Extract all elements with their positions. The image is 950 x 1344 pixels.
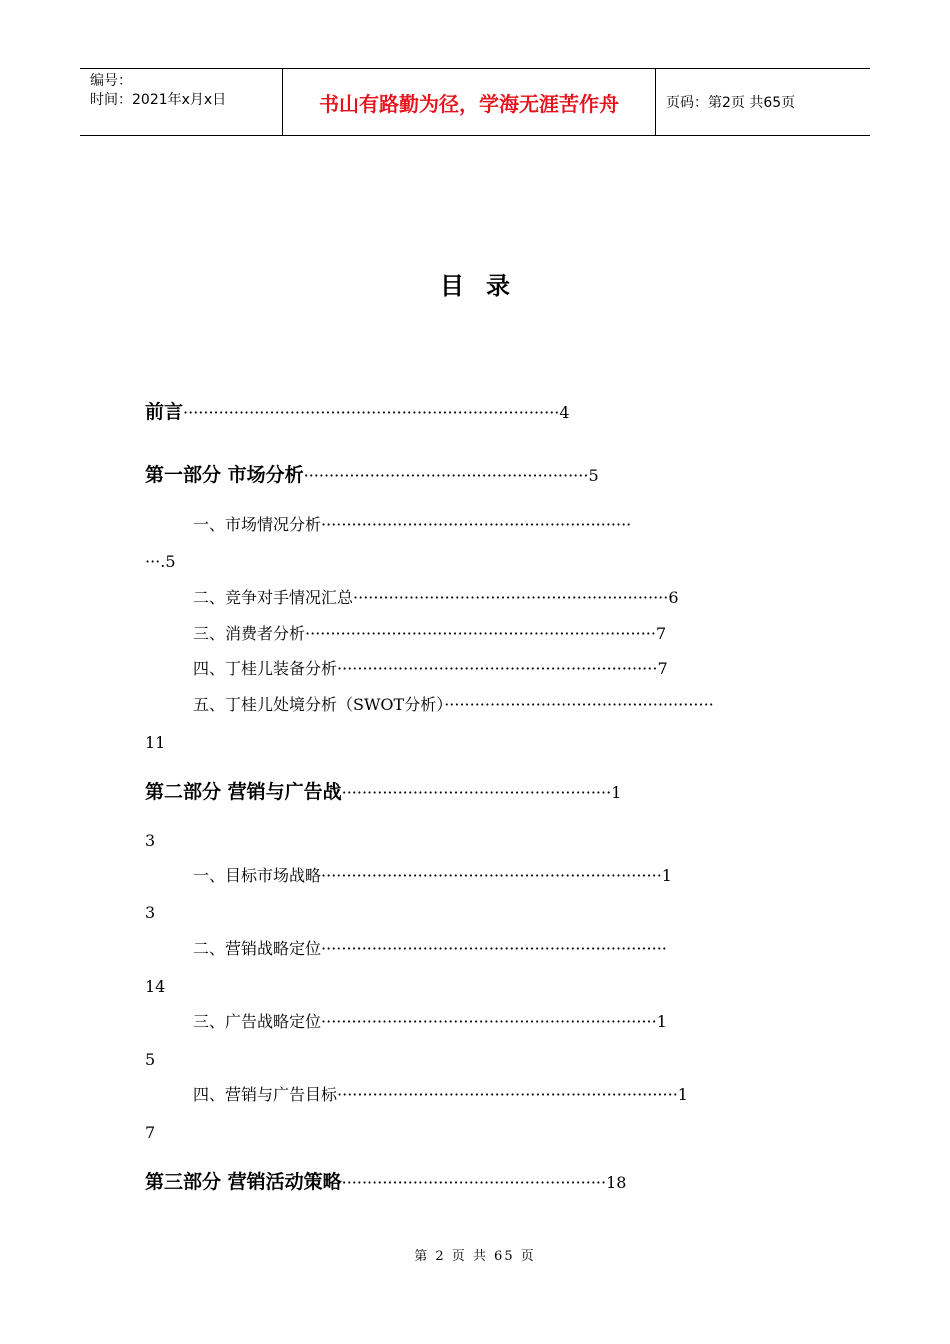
toc-entry[interactable] <box>193 1083 818 1107</box>
toc-leader-dots: ·································································· <box>321 1012 657 1031</box>
toc-page-number: 7 <box>655 624 667 643</box>
toc-entry-text: 第一部分 市场分析 <box>145 464 304 486</box>
number-label: 编号： <box>90 73 132 89</box>
toc-entry-text: 二、营销战略定位 <box>193 939 322 958</box>
toc-entry[interactable] <box>193 622 818 646</box>
page-footer: 第 2 页 共 65 页 <box>414 1249 536 1264</box>
toc-entry-text: 前言 <box>145 401 184 423</box>
toc-leader-dots: ··································································· <box>337 1085 678 1104</box>
toc-page-number: .5 <box>160 552 176 571</box>
document-title: 目录 <box>440 272 532 300</box>
toc-page-number: 18 <box>606 1173 627 1192</box>
toc-leader-dots: ····················································· <box>341 783 612 802</box>
toc-leader-dots: ························································ <box>303 466 589 485</box>
toc-leader-dots: ·········································································· <box>183 403 560 422</box>
toc-continuation <box>145 731 345 755</box>
toc-leader-dots: ··································································· <box>321 866 662 885</box>
toc-page-number: 4 <box>559 403 570 422</box>
toc-page-number: 6 <box>668 588 679 607</box>
toc-leader-dots: ····························································· <box>321 515 632 534</box>
toc-page-number: 1 <box>656 1012 667 1031</box>
toc-page-number: 14 <box>145 977 166 996</box>
toc-leader-dots: ····················································· <box>444 695 714 714</box>
toc-entry-text: 一、目标市场战略 <box>193 866 322 885</box>
toc-page-number: 11 <box>145 733 166 752</box>
toc-page-number: 3 <box>145 903 156 922</box>
toc-page-number: 1 <box>661 866 672 885</box>
toc-page-number: 7 <box>145 1123 156 1142</box>
toc-continuation <box>145 1048 345 1072</box>
toc-entry-text: 第三部分 营销活动策略 <box>145 1171 342 1193</box>
time-label: 时间：2021年x月x日 <box>90 92 227 108</box>
toc-leader-dots: ··· <box>145 552 161 571</box>
header-page-info: 页码：第2页 共65页 <box>666 95 796 111</box>
toc-leader-dots: ····································································· <box>305 624 656 643</box>
toc-entry[interactable] <box>193 864 818 888</box>
toc-entry[interactable] <box>193 657 818 681</box>
toc-page-number: 5 <box>588 466 599 485</box>
toc-page-number: 1 <box>611 783 622 802</box>
toc-entry-text: 三、消费者分析 <box>193 624 306 643</box>
toc-entry-text: 五、丁桂儿处境分析（SWOT分析） <box>193 695 445 714</box>
toc-entry[interactable] <box>145 463 817 487</box>
toc-entry[interactable] <box>145 780 817 804</box>
toc-continuation <box>145 829 345 853</box>
toc-entry[interactable] <box>193 586 818 610</box>
toc-page-number: 7 <box>657 659 668 678</box>
toc-entry-text: 二、竞争对手情况汇总 <box>193 588 354 607</box>
toc-continuation <box>145 1121 345 1145</box>
toc-entry[interactable] <box>193 1010 818 1034</box>
toc-entry-text: 四、营销与广告目标 <box>193 1085 338 1104</box>
toc-continuation <box>145 550 345 574</box>
toc-entry[interactable] <box>193 513 818 537</box>
toc-entry[interactable] <box>145 1170 817 1194</box>
toc-continuation <box>145 901 345 925</box>
toc-entry-text: 第二部分 营销与广告战 <box>145 781 342 803</box>
toc-entry[interactable] <box>193 693 818 717</box>
toc-entry[interactable] <box>145 400 817 424</box>
toc-leader-dots: ······························································ <box>353 588 669 607</box>
toc-entry-text: 四、丁桂儿装备分析 <box>193 659 338 678</box>
toc-page-number: 5 <box>145 1050 156 1069</box>
toc-entry-text: 一、市场情况分析 <box>193 515 322 534</box>
toc-leader-dots: ······························································· <box>337 659 658 678</box>
toc-leader-dots: ···················································· <box>341 1173 607 1192</box>
header-motto: 书山有路勤为径，学海无涯苦作舟 <box>282 69 656 135</box>
toc-entry-text: 三、广告战略定位 <box>193 1012 322 1031</box>
toc-continuation <box>145 975 345 999</box>
toc-entry[interactable] <box>193 937 818 961</box>
toc-page-number: 1 <box>677 1085 688 1104</box>
toc-page-number: 3 <box>145 831 156 850</box>
toc-leader-dots: ···································································· <box>321 939 667 958</box>
